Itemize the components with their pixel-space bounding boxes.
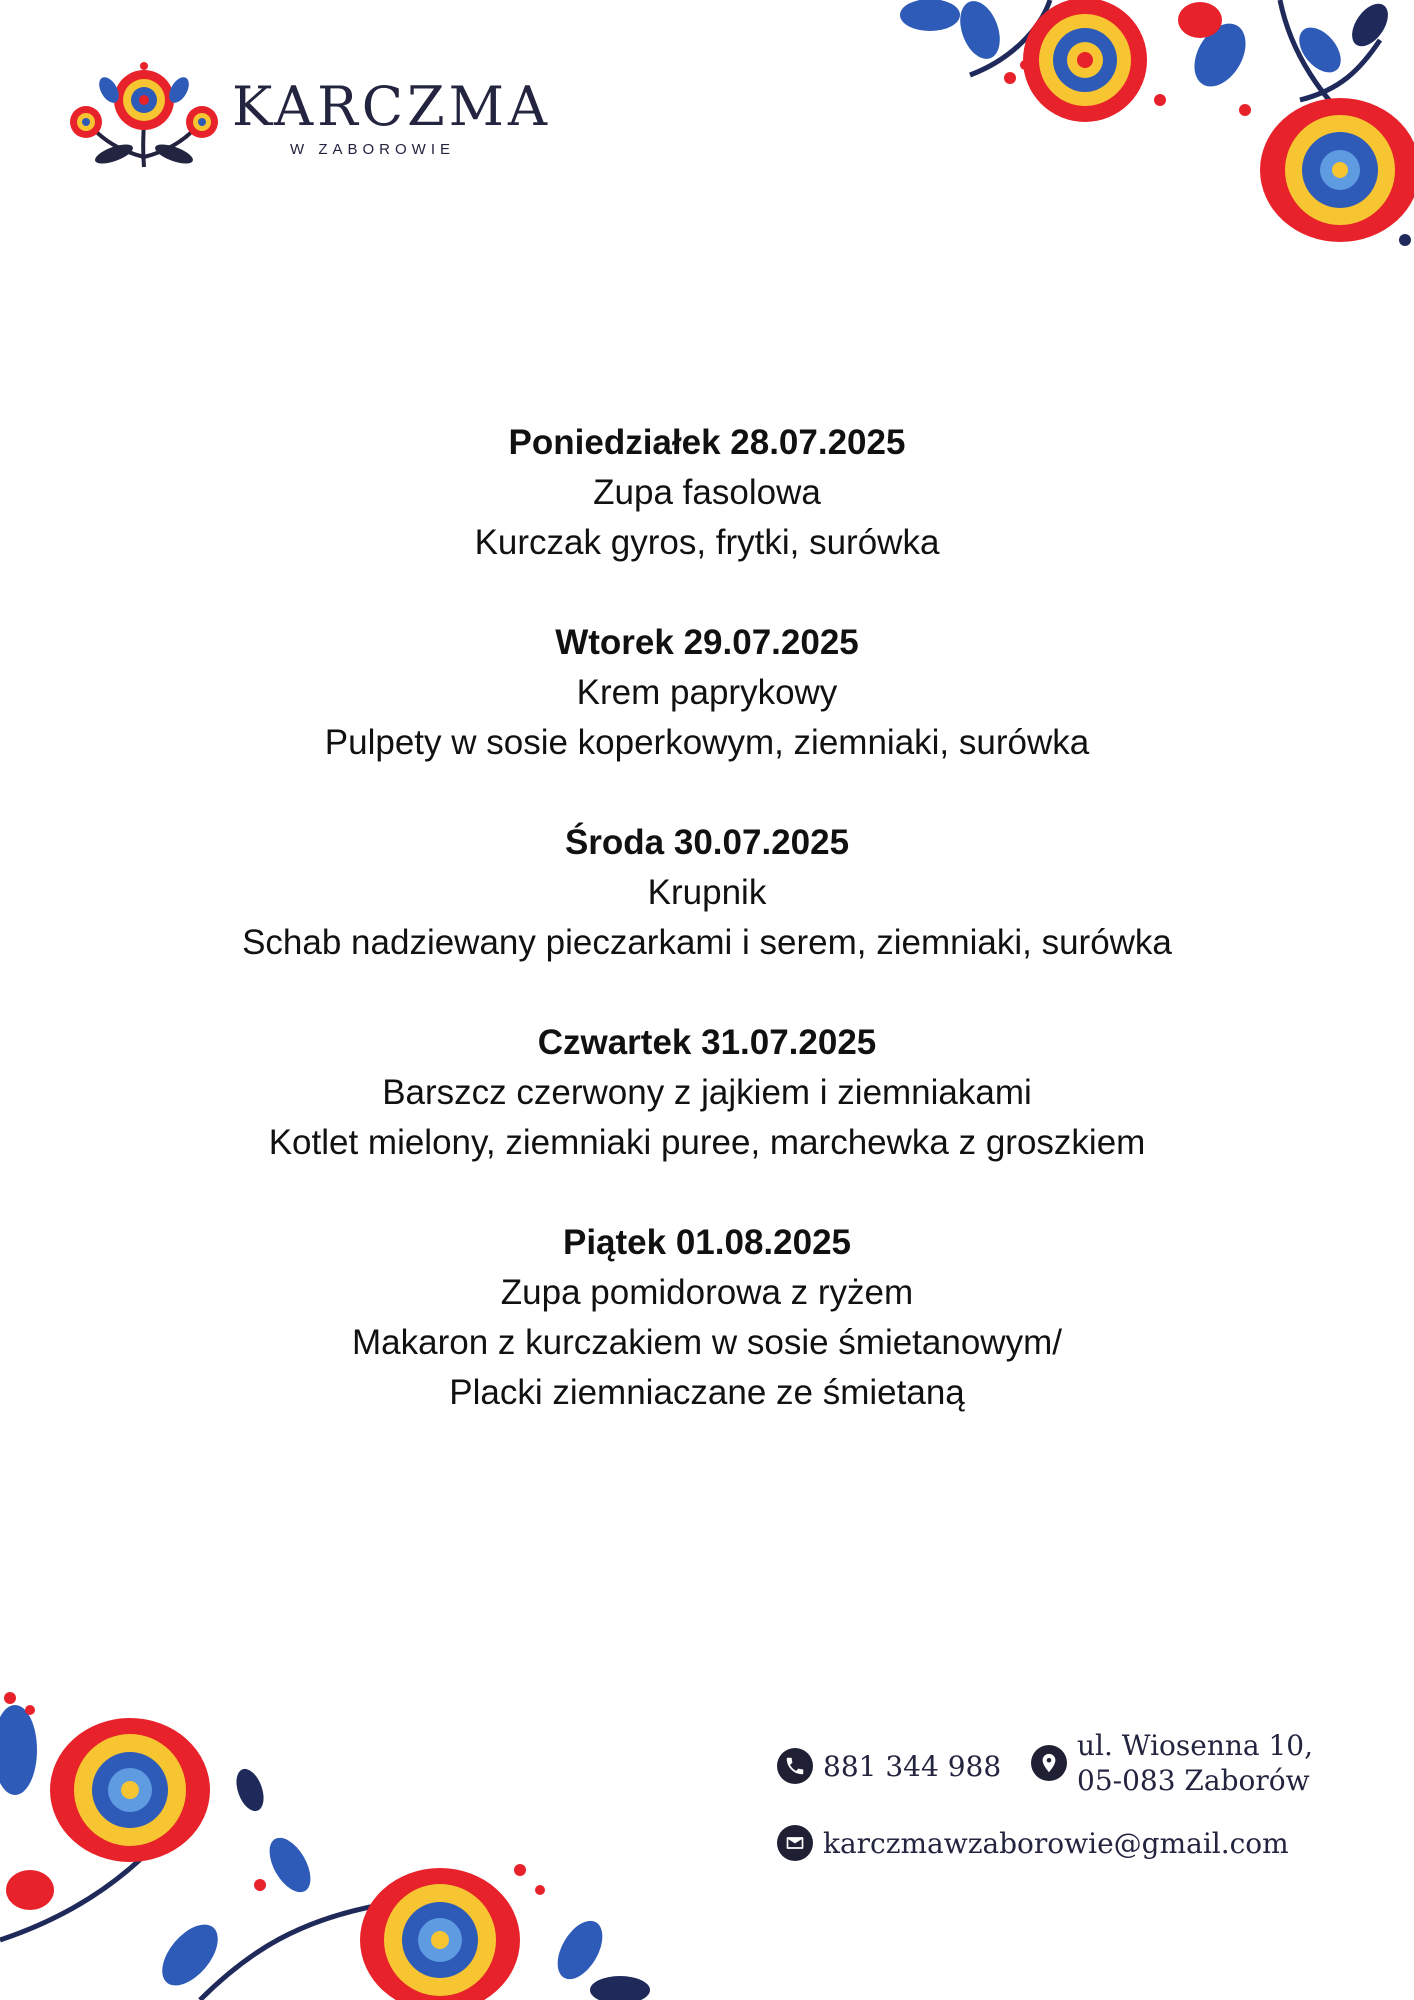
phone-number: 881 344 988 bbox=[823, 1749, 1002, 1783]
soup-dish: Krupnik bbox=[647, 873, 767, 912]
day-title: Piątek 01.08.2025 bbox=[562, 1223, 851, 1262]
day-title: Czwartek 31.07.2025 bbox=[537, 1023, 877, 1062]
menu-day-thursday bbox=[100, 1018, 1314, 1168]
main-dish: Schab nadziewany pieczarkami i serem, ziemniaki, surówka bbox=[242, 923, 1172, 962]
day-title: Poniedziałek 28.07.2025 bbox=[508, 423, 906, 462]
folk-flower-decoration-top bbox=[900, 0, 1414, 260]
weekly-menu bbox=[100, 418, 1314, 1468]
folk-flower-decoration-bottom bbox=[0, 1690, 700, 2000]
menu-day-monday bbox=[100, 418, 1314, 568]
location-pin-icon bbox=[1031, 1745, 1067, 1781]
brand-name: KARCZMA bbox=[232, 75, 551, 138]
contact-phone[interactable] bbox=[777, 1748, 1001, 1784]
address-line-1: ul. Wiosenna 10, bbox=[1077, 1729, 1314, 1762]
address-line-2: 05-083 Zaborów bbox=[1077, 1764, 1310, 1797]
envelope-icon bbox=[777, 1825, 813, 1861]
contact-address[interactable] bbox=[1031, 1728, 1313, 1798]
soup-dish: Krem paprykowy bbox=[576, 673, 838, 712]
email-address: karczmawzaborowie@gmail.com bbox=[823, 1826, 1289, 1860]
main-dish: Makaron z kurczakiem w sosie śmietanowym/ bbox=[352, 1323, 1062, 1362]
main-dish: Kurczak gyros, frytki, surówka bbox=[474, 523, 940, 562]
main-dish: Pulpety w sosie koperkowym, ziemniaki, surówka bbox=[324, 723, 1090, 762]
contact-email[interactable] bbox=[777, 1825, 1289, 1861]
main-dish: Kotlet mielony, ziemniaki puree, marchewka z groszkiem bbox=[268, 1123, 1146, 1162]
main-dish-alternative: Placki ziemniaczane ze śmietaną bbox=[449, 1373, 965, 1412]
soup-dish: Zupa fasolowa bbox=[593, 473, 821, 512]
menu-day-wednesday bbox=[100, 818, 1314, 968]
day-title: Wtorek 29.07.2025 bbox=[555, 623, 859, 662]
phone-icon bbox=[777, 1748, 813, 1784]
menu-day-friday bbox=[100, 1218, 1314, 1418]
day-title: Środa 30.07.2025 bbox=[564, 823, 850, 862]
brand-subtitle: W ZABOROWIE bbox=[290, 141, 455, 158]
address-text bbox=[1077, 1728, 1313, 1798]
folk-flower-emblem-icon bbox=[64, 62, 224, 172]
soup-dish: Barszcz czerwony z jajkiem i ziemniakami bbox=[382, 1073, 1032, 1112]
menu-day-tuesday bbox=[100, 618, 1314, 768]
soup-dish: Zupa pomidorowa z ryżem bbox=[500, 1273, 914, 1312]
